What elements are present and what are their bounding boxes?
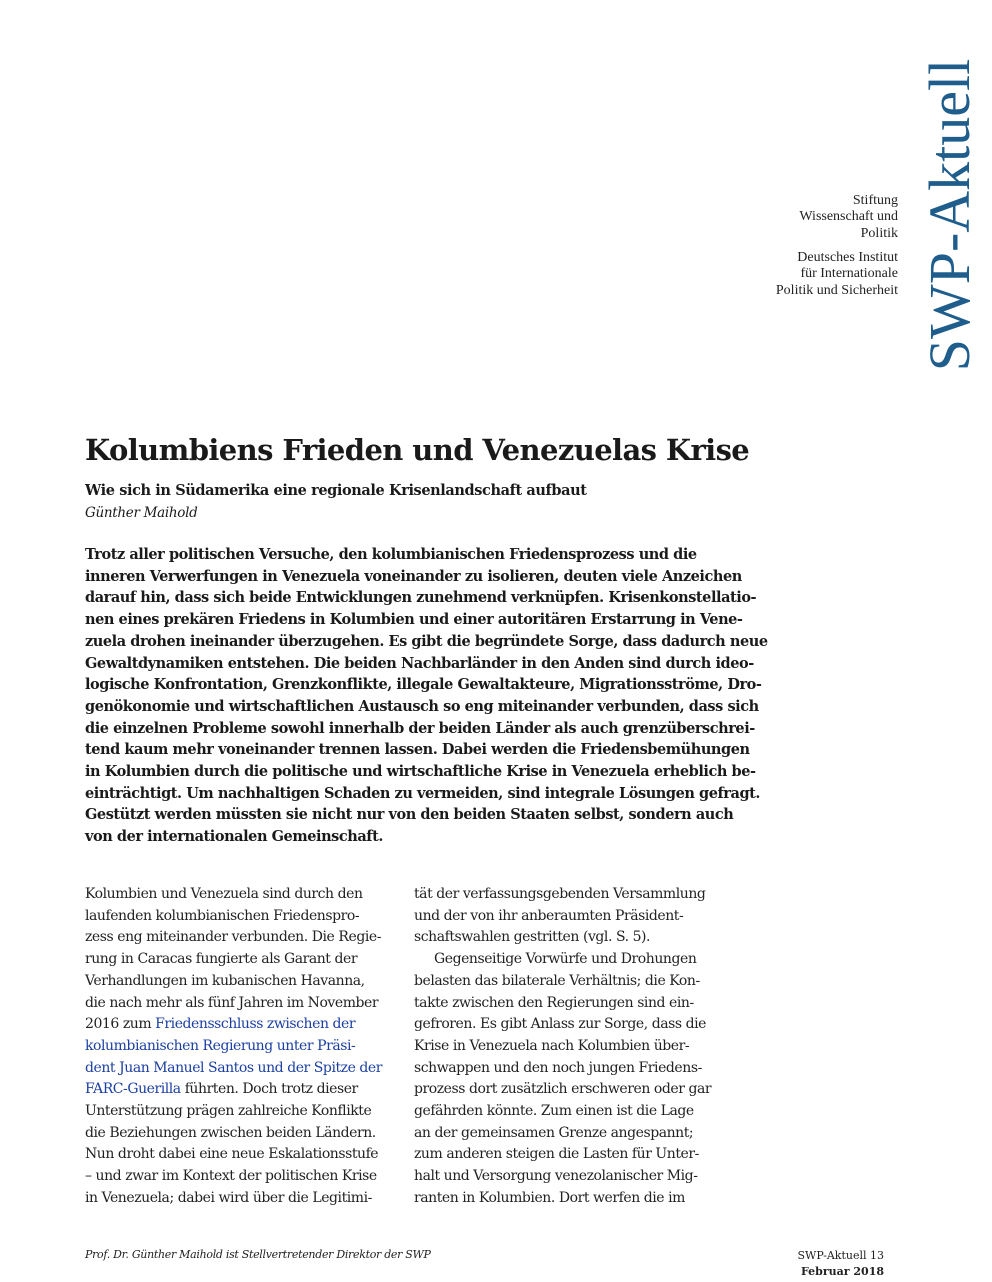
abstract-line: einträchtigt. Um nachhaltigen Schaden zu vermeiden, sind integrale Lösungen gefragt. <box>85 784 760 802</box>
body-line: und der von ihr anberaumten Präsident- <box>414 907 684 924</box>
body-line: gefährden könnte. Zum einen ist die Lage <box>414 1103 694 1120</box>
publication-info <box>797 1248 884 1280</box>
body-line: Kolumbien und Venezuela sind durch den <box>85 886 363 902</box>
body-column-left <box>85 884 400 1210</box>
abstract-line: logische Konfrontation, Grenzkonflikte, illegale Gewaltakteure, Migrationsströme, Dro- <box>85 676 762 694</box>
org-line: Wissenschaft und <box>799 209 898 225</box>
body-line <box>85 1058 400 1080</box>
logo-text: SWP-Aktuell <box>917 58 982 372</box>
abstract-line: die einzelnen Probleme sowohl innerhalb der beiden Länder als auch grenzüberschrei- <box>85 719 755 737</box>
author-footnote: Prof. Dr. Günther Maihold ist Stellvertretender Direktor der SWP <box>85 1248 431 1261</box>
body-line <box>85 1079 400 1101</box>
body-line: tät der verfassungsgebenden Versammlung <box>414 886 706 902</box>
org-line: Politik und Sicherheit <box>775 282 898 298</box>
article-subtitle: Wie sich in Südamerika eine regionale Krisenlandschaft aufbaut <box>85 482 587 499</box>
peace-agreement-link[interactable]: Friedensschluss zwischen der <box>155 1016 356 1033</box>
body-line: Nun droht dabei eine neue Eskalationsstufe <box>85 1146 379 1163</box>
peace-agreement-link[interactable]: dent Juan Manuel Santos und der Spitze der <box>85 1059 382 1076</box>
org-line: für Internationale <box>800 266 898 282</box>
body-line: gefroren. Es gibt Anlass zur Sorge, dass die <box>414 1016 706 1033</box>
body-line: halt und Versorgung venezolanischer Mig- <box>414 1168 698 1185</box>
abstract-line: in Kolumbien durch die politische und wirtschaftliche Krise in Venezuela erheblich be- <box>85 763 756 781</box>
abstract-line: Trotz aller politischen Versuche, den kolumbianischen Friedensprozess und die <box>85 546 697 563</box>
article-author: Günther Maihold <box>85 505 198 521</box>
body-line <box>85 1036 400 1058</box>
body-line: – und zwar im Kontext der politischen Krise <box>85 1168 377 1185</box>
body-line: rung in Caracas fungierte als Garant der <box>85 951 358 968</box>
abstract <box>85 544 768 848</box>
abstract-line: Gewaltdynamiken entstehen. Die beiden Nachbarländer in den Anden sind durch ideo- <box>85 654 754 672</box>
org-name-block <box>799 193 898 242</box>
body-line: prozess dort zusätzlich erschweren oder gar <box>414 1081 712 1098</box>
body-line: schwappen und den noch jungen Friedens- <box>414 1059 702 1076</box>
body-line: laufenden kolumbianischen Friedenspro- <box>85 907 360 924</box>
body-line: Verhandlungen im kubanischen Havanna, <box>85 972 365 989</box>
body-line: Krise in Venezuela nach Kolumbien über- <box>414 1037 690 1054</box>
org-line: Politik <box>860 225 898 241</box>
abstract-line: von der internationalen Gemeinschaft. <box>85 828 383 846</box>
body-text: 2016 zum <box>85 1016 156 1033</box>
abstract-line: nen eines prekären Friedens in Kolumbien und einer autoritären Erstarrung in Vene- <box>85 611 743 629</box>
body-line: belasten das bilaterale Verhältnis; die Kon- <box>414 972 700 989</box>
series-label: SWP-Aktuell 13 <box>797 1249 884 1262</box>
abstract-line: zuela drohen ineinander überzugehen. Es gibt die begründete Sorge, dass dadurch neue <box>85 632 768 650</box>
body-line: die nach mehr als fünf Jahren im November <box>85 994 379 1011</box>
org-subtitle-block <box>776 250 898 299</box>
body-line: ranten in Kolumbien. Dort werfen die im <box>414 1189 685 1206</box>
body-line: die Beziehungen zwischen beiden Ländern. <box>85 1124 376 1141</box>
body-line: zess eng miteinander verbunden. Die Regie- <box>85 929 381 946</box>
body-line: Unterstützung prägen zahlreiche Konflikte <box>85 1103 372 1120</box>
body-line: schaftswahlen gestritten (vgl. S. 5). <box>414 929 651 946</box>
abstract-line: Gestützt werden müssten sie nicht nur von den beiden Staaten selbst, sondern auch <box>85 806 734 824</box>
peace-agreement-link[interactable]: FARC-Guerilla <box>85 1081 181 1098</box>
body-line: takte zwischen den Regierungen sind ein- <box>414 994 694 1011</box>
peace-agreement-link[interactable]: kolumbianischen Regierung unter Präsi- <box>85 1037 356 1054</box>
org-line: Stiftung <box>852 193 898 208</box>
abstract-line: inneren Verwerfungen in Venezuela voneinander zu isolieren, deuten viele Anzeichen <box>85 567 742 585</box>
swp-aktuell-logo <box>917 30 982 400</box>
body-line: Gegenseitige Vorwürfe und Drohungen <box>434 951 697 968</box>
body-text: führten. Doch trotz dieser <box>180 1081 358 1098</box>
body-line <box>85 1014 400 1036</box>
abstract-line: darauf hin, dass sich beide Entwicklungen zunehmend verknüpfen. Krisenkonstellatio- <box>85 589 757 607</box>
article-title: Kolumbiens Frieden und Venezuelas Krise <box>85 433 750 467</box>
body-line: zum anderen steigen die Lasten für Unter- <box>414 1146 699 1163</box>
body-line: an der gemeinsamen Grenze angespannt; <box>414 1124 694 1141</box>
body-line: in Venezuela; dabei wird über die Legitimi- <box>85 1189 372 1206</box>
org-line: Deutsches Institut <box>797 250 898 265</box>
abstract-line: tend kaum mehr voneinander trennen lassen. Dabei werden die Friedensbemühungen <box>85 741 750 759</box>
abstract-line: genökonomie und wirtschaftlichen Austausch so eng miteinander verbunden, dass sich <box>85 697 759 715</box>
body-column-right <box>414 884 729 1210</box>
publication-date: Februar 2018 <box>800 1265 884 1278</box>
